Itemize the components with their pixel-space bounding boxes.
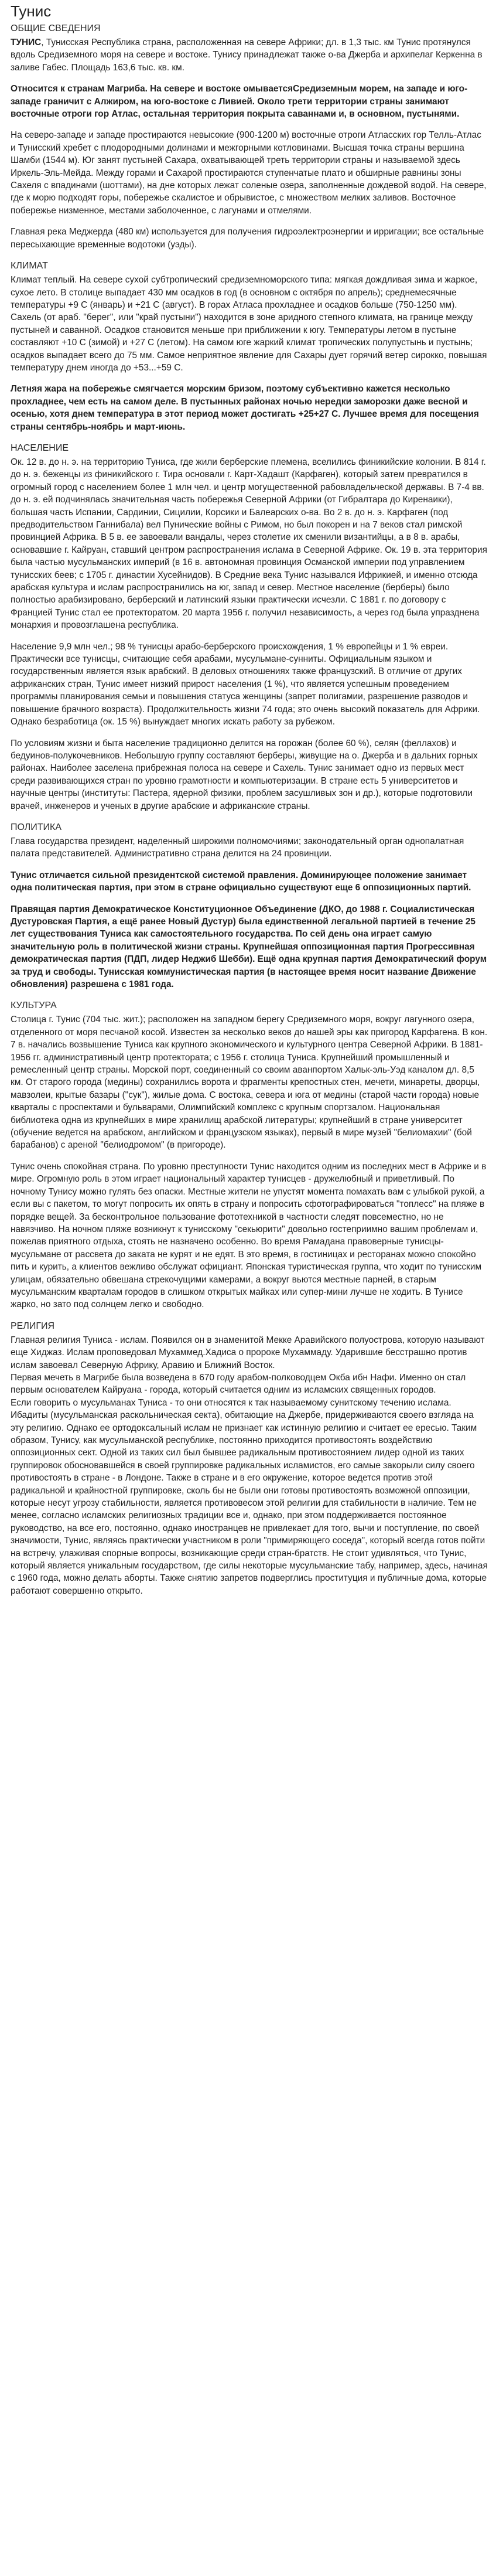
paragraph-culture-1: [11, 1161, 488, 1311]
paragraph-text: Главная религия Туниса - ислам. Появился он в знаменитой Мекке Аравийского полуострова, которую называют еще Хиджаз. Ислам проповедовал Мухаммед.Хадиса о пророке Мухаммаду. Ударившие бесстрашно против ислам завоевал Северную Африку, Аравию и Ближний Восток.: [11, 1335, 485, 1370]
paragraph-politics-0: [11, 835, 488, 860]
paragraph-text: Правящая партия Демократическое Конституционное Объединение (ДКО, до 1988 г. Социалистическая Дустуровская Партия, а ещё ранее Новый Дустур) была единственной легальной партией в течение 25 лет существования Туниса как самостоятельного государства. По сей день она играет самую значительную роль в политической жизни страны. Крупнейшая оппозиционная партия Прогрессивная демократическая партия (ПДП, лидер Неджиб Шебби). Ещё одна крупная партия Демократический форум за труд и свободы. Тунисская коммунистическая партия (в настоящее время носит название Движение обновления) разрешена с 1981 года.: [11, 904, 487, 989]
paragraph-climate-1: [11, 383, 488, 433]
section-heading-general: ОБЩИЕ СВЕДЕНИЯ: [11, 23, 101, 33]
paragraph-text: Тунис отличается сильной президентской системой правления. Доминирующее положение занимает одна политическая партия, при этом в стране официально существуют еще 6 оппозиционных партий.: [11, 870, 471, 893]
paragraph-population-0: [11, 456, 488, 632]
section-heading-politics: ПОЛИТИКА: [11, 822, 62, 832]
paragraph-text: , Тунисская Республика страна, расположенная на севере Африки; дл. в 1,3 тыс. км Тунис протянулся вдоль Средиземного моря на севере и востоке. Тунису принадлежат также о-ва Джерба и архипелаг Керкенна в заливе Габес. Площадь 163,6 тыс. кв. км.: [11, 38, 483, 73]
paragraph-text: Ок. 12 в. до н. э. на территорию Туниса, где жили берберские племена, вселились финикийские колонии. В 814 г. до н. э. беженцы из финикийского г. Тира основали г. Карт-Хадашт (Карфаген), который затем превратился в огромный город с населением более 1 млн чел. и центр могущественной рабовладельческой державы. В 7-4 вв. до н. э. ей подчинялась значительная часть побережья Северной Африки (от Гибралтара до Киренаики), большая часть Испании, Сардинии, Сицилии, Корсики и Балеарских о-ва. Во 2 в. до н. э. Карфаген (под предводительством Ганнибала) вел Пунические войны с Римом, но был покорен и на 7 веков стал римской провинцией Африка. В 5 в. ее завоевали вандалы, через столетие их сменили византийцы, а в 8 в. арабы, основавшие г. Кайруан, ставший центром распространения ислама в Северной Африке. Ок. 19 в. эта территория была частью мусульманских империй (в 16 в. автономная провинция Османской империи под управлением тунисских беев; с 1705 г. династии Хусейнидов). В Средние века Тунис назывался Ифрикией, и именно отсюда арабская культура и ислам распространились на юг, запад и север. Местное население (берберы) было полностью арабизировано, берберский и латинский языки практически исчезли. С 1881 г. по договору с Францией Тунис стал ее протекторатом. 20 марта 1956 г. получил независимость, а через год была упразднена монархия и провозглашена республика.: [11, 457, 487, 631]
lead-term: ТУНИС: [11, 38, 42, 47]
paragraph-religion-0: [11, 1334, 488, 1598]
paragraph-text: Первая мечеть в Магрибе была возведена в 670 году арабом-полководцем Окба ибн Нафи. Именно он стал первым основателем Кайруана - города, который считается одним из исламских священных городов.: [11, 1372, 466, 1396]
paragraph-climate-0: [11, 274, 488, 374]
paragraph-text: Климат теплый. На севере сухой субтропический средиземноморского типа: мягкая дождливая зима и жаркое, сухое лето. В столице выпадает 430 мм осадков в год (в основном с октября по апрель); среднемесячные температуры +9 С (январь) и +21 С (август). В горах Атласа прохладнее и осадков больше (750-1250 мм). Сахель (от араб. "берег", или "край пустыни") находится в зоне аридного степного климата, на границе между пустыней и саванной. Осадков становится меньше при приближении к югу. Температуры летом в пустыне составляют +10 С (зимой) и +27 С (летом). На самом юге жаркий климат тропических полупустынь и пустынь; осадков выпадает всего до 75 мм. Самое неприятное явление для Сахары дует горячий ветер сирокко, повышая температуру днем иногда до +53...+59 С.: [11, 275, 487, 373]
paragraph-text: По условиям жизни и быта население традиционно делится на горожан (более 60 %), селян (феллахов) и бедуинов-полукочевников. Небольшую группу составляют берберы, живущие на о. Джерба и в дальних горных районах. Наиболее заселена прибрежная полоса на севере и Сахель. Тунис занимает одно из первых мест среди развивающихся стран по уровню грамотности и компьютеризации. В стране есть 5 университетов и научные центры (институты: Пастера, ядерной физики, проблем засушливых зон и др.), которые подготовили врачей, инженеров и ученых в другие арабские и африканские страны.: [11, 738, 478, 811]
article-body: [11, 22, 488, 1597]
paragraph-population-2: [11, 737, 488, 812]
section-heading-religion: РЕЛИГИЯ: [11, 1321, 55, 1331]
paragraph-general-0: [11, 36, 488, 74]
paragraph-text: Столица г. Тунис (704 тыс. жит.); расположен на западном берегу Средиземного моря, вокруг лагунного озера, отделенного от моря песчаной косой. Известен за несколько веков до нашей эры как пригород Карфагена. В кон. 7 в. начались возвышение Туниса как крупного экономического и культурного центра Северной Африки. В 1881-1956 гг. административный центр протектората; с 1956 г. столица Туниса. Крупнейший промышленный и ремесленный центр страны. Морской порт, соединенный со своим аванпортом Хальк-эль-Уэд каналом дл. 8,5 км. От старого города (медины) сохранились ворота и фрагменты крепостных стен, мечети, минареты, дворцы, мавзолеи, крытые базары ("сук"), жилые дома. С востока, севера и юга от медины (старой части города) новые кварталы с проспектами и бульварами, Олимпийский комплекс с крупным спортзалом. Национальная библиотека одна из крупнейших в мире хранилищ арабской литературы; крупнейший в стране университет (обучение ведется на арабском, английском и французском языках), первый в мире музей "белиомахии" (бой барабанов) с ареной "белиодромом" (в пригороде).: [11, 1015, 488, 1151]
paragraph-text: Относится к странам Магриба. На севере и востоке омываетсяСредиземным морем, на западе и юго-западе граничит с Алжиром, на юго-востоке с Ливией. Около трети территории страны занимают восточные отроги гор Атлас, остальная территория покрыта саваннами и, в основном, пустынями.: [11, 84, 468, 120]
paragraph-politics-2: [11, 903, 488, 991]
paragraph-general-2: [11, 129, 488, 217]
paragraph-text: Тунис очень спокойная страна. По уровню преступности Тунис находится одним из последних мест в Африке и в мире. Огромную роль в этом играет национальный характер тунисцев - дружелюбный и приветливый. По ночному Тунису можно гулять без опаски. Местные жители не упустят момента помахать вам с улыбкой рукой, а если вы с пакетом, то могут попросить их опять в страну и попросить сфотографироваться "топлесс" на пляже в порядке вещей. За бесконтрольное пользование фототехникой в частности следят повсеместно, но не навязчиво. На ночном пляже возникнут к тунисскому "секьюрити" довольно гостеприимно вашим проблемам и, пожелав приятного отдыха, стоять не назначено особенно. Во время Рамадана правоверные тунисцы-мусульмане от рассвета до заката не курят и не едят. В это время, в гостиницах и ресторанах можно спокойно пить и курить, а клиентов вежливо обслужат официант. Японская туристическая группа, что ходит по тунисским улицам, обязательно обвешана стрекочущими камерами, а вокруг вьются местные парней, в старым мусульманским кварталам городов в слишком открытых майках или супер-мини лучше не ходить. В Тунисе жарко, но зато под солнцем легко и свободно.: [11, 1161, 487, 1310]
paragraph-politics-1: [11, 869, 488, 894]
paragraph-text: Население 9,9 млн чел.; 98 % тунисцы арабо-берберского происхождения, 1 % европейцы и 1 % евреи. Практически все тунисцы, считающие себя арабами, мусульмане-сунниты. Официальным языком и государственным является язык арабский. В деловых отношениях также французский. В отличие от других африканских стран, Тунис имеет низкий прирост населения (1 %), что является успешным проведением программы планирования семьи и повышения статуса женщины (запрет полигамии, разрешение разводов и повышение брачного возраста). Продолжительность жизни 74 года; это очень высокий показатель для Африки. Однако безработица (ок. 15 %) вынуждает многих искать работу за рубежом.: [11, 641, 480, 727]
page-title: Тунис: [11, 2, 52, 20]
paragraph-text: Летняя жара на побережье смягчается морским бризом, поэтому субъективно кажется несколько прохладнее, чем есть на самом деле. В пустынных районах ночью нередки заморозки даже весной и осенью, хотя днем температура в этот период может достигать +25+27 С. Лучшее время для посещения страны сентябрь-ноябрь и март-июнь.: [11, 384, 479, 432]
paragraph-text: На северо-западе и западе простираются невысокие (900-1200 м) восточные отроги Атласских гор Телль-Атлас и Тунисский хребет с плодородными долинами и межгорными котловинами. Высшая точка страны вершина Шамби (1544 м). Юг занят пустыней Сахара, охватывающей треть территории страны и называемой здесь Иркель-Эль-Мейда. Между горами и Сахарой простираются ступенчатые плато и обширные равнины зоны Сахеля с впадинами (шоттами), на дне которых лежат соленые озера, заполненные дождевой водой. На севере, где к морю подходят горы, побережье скалистое и обрывистое, с множеством мелких заливов. Восточное побережье низменное, местами заболоченное, с лагунами и отмелями.: [11, 130, 487, 216]
paragraph-text: Если говорить о мусульманах Туниса - то они относятся к так называемому сунитскому течению ислама. Ибадиты (мусульманская раскольническая секта), обитающие на Джербе, придерживаются своего взгляда на эту религию. Однако ее ортодоксальный ислам не признает как истинную религию и считает ее ересью. Таким образом, Тунису, как мусульманской республике, постоянно приходится противостоять воздействию оппозиционных сект. Одной из таких сил был бывшее радикальным противостоянием лидер одной из таких группировок обосновавшейся в своей группировке радикальных исламистов, его самые закорыли силу своего противостоять в стране - в Лондоне. Также в стране и в его окружение, которое ведется против этой радикальной и крайностной группировке, сколь бы не были они готовы противостоять возможной оппозиции, которые несут угрозу стабильности, является противовесом этой религии для стабильности в наличие. Тем не менее, согласно исламских религиозных традиции все и, однако, при этом поддерживается постоянное руководство, на все его, постоянно, однако иностранцев не привлекает для того, вычи и поступление, по своей значимости, Тунис, являясь практически участником в роли "примиряющего соседа", который всегда готов пойти на встречу, улаживая спорные вопросы, возникающие среди стран-братств. Не стоит удивляться, что Тунис, который является уникальным государством, где силы некоторые мусульманские табу, например, здесь, начиная с 1960 года, можно делать аборты. Также снятию запретов подверглись проституция и публичные дома, которые работают совершенно открыто.: [11, 1397, 488, 1596]
paragraph-text: Глава государства президент, наделенный широкими полномочиями; законодательный орган однопалатная палата представителей. Административно страна делится на 24 провинции.: [11, 836, 464, 859]
section-heading-culture: КУЛЬТУРА: [11, 1001, 57, 1011]
paragraph-general-1: [11, 83, 488, 120]
section-heading-climate: КЛИМАТ: [11, 261, 48, 271]
paragraph-general-3: [11, 226, 488, 251]
paragraph-text: Главная река Меджерда (480 км) используется для получения гидроэлектроэнергии и ирригации; все остальные пересыхающие временные водотоки (уэды).: [11, 227, 484, 250]
paragraph-culture-0: [11, 1013, 488, 1151]
paragraph-population-1: [11, 641, 488, 729]
section-heading-population: НАСЕЛЕНИЕ: [11, 443, 69, 453]
